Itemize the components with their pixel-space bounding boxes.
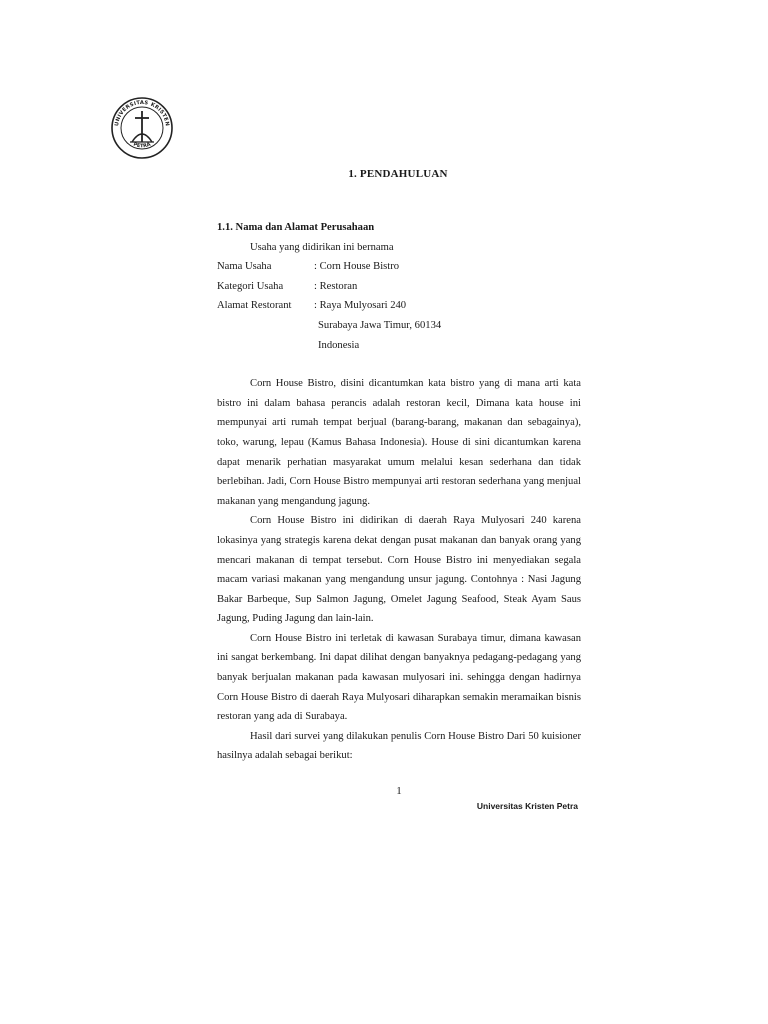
info-label: Kategori Usaha bbox=[217, 280, 284, 292]
info-row-alamat-restorant bbox=[217, 296, 581, 316]
address-line: Indonesia bbox=[318, 339, 360, 351]
info-row-nama-usaha bbox=[217, 257, 581, 277]
university-seal-icon bbox=[110, 96, 174, 160]
section-intro: Usaha yang didirikan ini bernama bbox=[250, 241, 394, 253]
paragraph: Corn House Bistro ini didirikan di daerah Raya Mulyosari 240 karena lokasinya yang strategis karena dekat dengan pusat makanan dan banyak orang yang mencari makanan di tempat tersebut. Corn House Bistro ini menyediakan segala macam variasi makanan yang mengandung unsur jagung. Contohnya : Nasi Jagung Bakar Barbeque, Sup Salmon Jagung, Omelet Jagung Seafood, Steak Ayam Saus Jagung, Puding Jagung dan lain-lain. bbox=[217, 515, 581, 625]
info-value: : Corn House Bistro bbox=[314, 261, 400, 273]
chapter-title: 1. PENDAHULUAN bbox=[348, 168, 448, 180]
footer-institution: Universitas Kristen Petra bbox=[476, 801, 578, 811]
info-value: : Raya Mulyosari 240 bbox=[314, 300, 407, 312]
paragraph: Hasil dari survei yang dilakukan penulis Corn House Bistro Dari 50 kuisioner hasilnya adalah sebagai berikut: bbox=[217, 730, 581, 762]
page-number: 1 bbox=[396, 785, 402, 797]
section-heading: 1.1. Nama dan Alamat Perusahaan bbox=[217, 222, 375, 233]
body-paragraphs bbox=[217, 374, 581, 766]
paragraph: Corn House Bistro ini terletak di kawasan Surabaya timur, dimana kawasan ini sangat berkembang. Ini dapat dilihat dengan banyaknya pedagang-pedagang yang banyak berjualan makanan pada kawasan mulyosari ini. sehingga dengan hadirnya Corn House Bistro di daerah Raya Mulyosari diharapkan semakin meramaikan bisnis restoran yang ada di Surabaya. bbox=[217, 632, 581, 723]
svg-text:UNIVERSITAS KRISTEN: UNIVERSITAS KRISTEN bbox=[114, 99, 170, 127]
info-label: Alamat Restorant bbox=[217, 300, 292, 312]
paragraph: Corn House Bistro, disini dicantumkan kata bistro yang di mana arti kata bistro ini dalam bahasa perancis adalah restoran kecil, Dimana kata house ini mempunyai arti rumah tempat berjual (barang-barang, makanan dan sebagainya), toko, warung, lepau (Kamus Bahasa Indonesia). House di sini dicantumkan karena dapat menarik perhatian masyarakat umum melalui kesan sederhana dan tidak berlebihan. Jadi, Corn House Bistro mempunyai arti restoran sederhana yang menjual makanan yang mengandung jagung. bbox=[217, 378, 581, 507]
info-value: : Restoran bbox=[314, 280, 358, 292]
info-label: Nama Usaha bbox=[217, 261, 272, 273]
info-row-kategori-usaha bbox=[217, 277, 581, 297]
document-body bbox=[217, 218, 581, 766]
svg-text:PETRA: PETRA bbox=[132, 141, 152, 150]
address-line: Surabaya Jawa Timur, 60134 bbox=[318, 319, 442, 331]
